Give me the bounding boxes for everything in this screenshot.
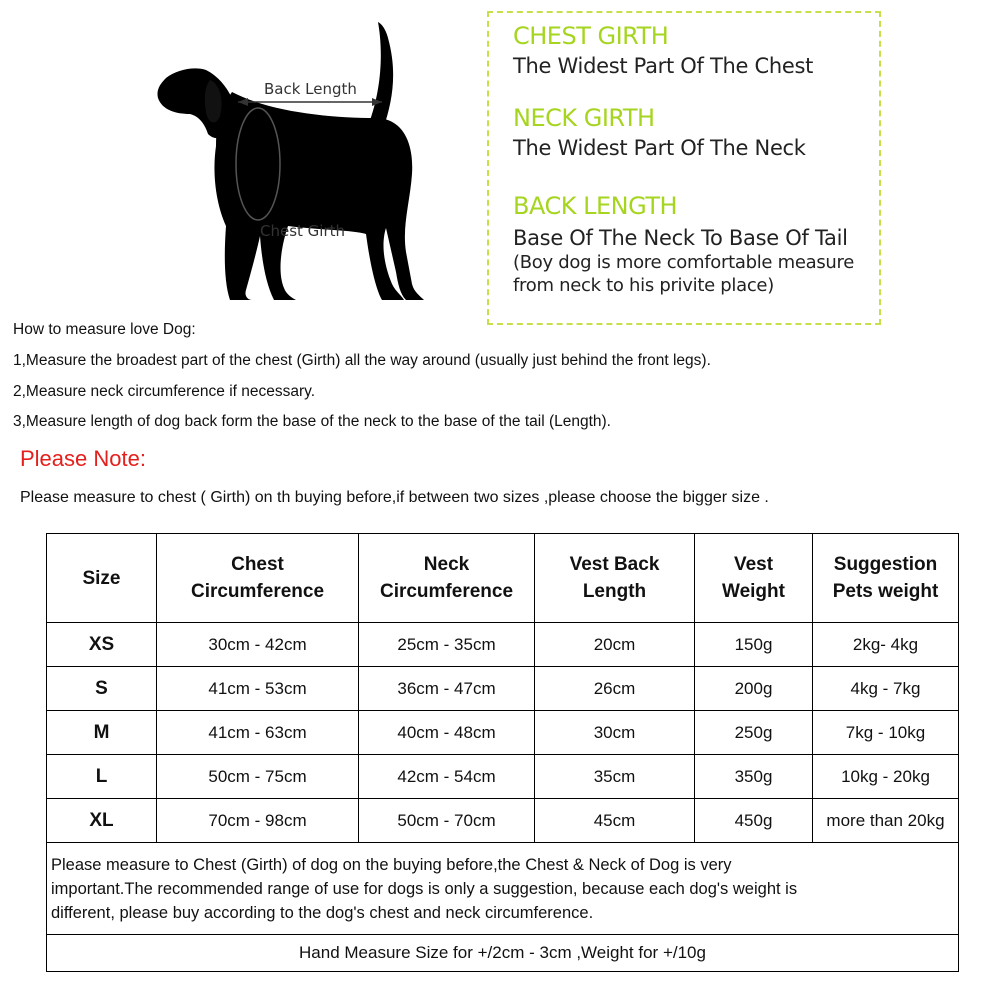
table-note-line-3: different, please buy according to the dog's chest and neck circumference.: [51, 903, 594, 922]
cell-chest: 30cm - 42cm: [157, 623, 359, 667]
chest-girth-desc: The Widest Part Of The Chest: [513, 54, 814, 78]
cell-neck: 40cm - 48cm: [359, 711, 535, 755]
table-row: [47, 799, 959, 843]
header-vest-weight: Vest Weight: [695, 534, 813, 623]
table-footer: Hand Measure Size for +/2cm - 3cm ,Weight for +/10g: [47, 935, 959, 972]
header-back-length: Vest Back Length: [535, 534, 695, 623]
cell-size: M: [47, 711, 157, 755]
table-note: [47, 843, 959, 935]
table-note-line-1: Please measure to Chest (Girth) of dog on the buying before,the Chest & Neck of Dog is very: [51, 855, 732, 874]
cell-neck: 25cm - 35cm: [359, 623, 535, 667]
back-length-desc: Base Of The Neck To Base Of Tail: [513, 226, 848, 250]
chest-girth-title: CHEST GIRTH: [513, 22, 669, 50]
note-title: Please Note:: [20, 446, 146, 471]
back-length-note-2: from neck to his privite place): [513, 275, 774, 296]
cell-neck: 42cm - 54cm: [359, 755, 535, 799]
chest-girth-label: Chest Girth: [260, 222, 346, 240]
cell-pets-weight: 7kg - 10kg: [813, 711, 959, 755]
back-length-label: Back Length: [264, 80, 357, 98]
cell-back-length: 20cm: [535, 623, 695, 667]
cell-chest: 41cm - 53cm: [157, 667, 359, 711]
cell-pets-weight: 10kg - 20kg: [813, 755, 959, 799]
header-neck: Neck Circumference: [359, 534, 535, 623]
header-chest: Chest Circumference: [157, 534, 359, 623]
neck-girth-title: NECK GIRTH: [513, 104, 655, 132]
cell-back-length: 26cm: [535, 667, 695, 711]
size-table: [46, 533, 959, 972]
table-row: [47, 667, 959, 711]
table-header-row: [47, 534, 959, 623]
cell-back-length: 30cm: [535, 711, 695, 755]
cell-vest-weight: 200g: [695, 667, 813, 711]
back-length-title: BACK LENGTH: [513, 192, 678, 220]
instructions-heading: How to measure love Dog:: [13, 321, 196, 338]
table-note-row: [47, 843, 959, 935]
instruction-step-3: 3,Measure length of dog back form the base of the neck to the base of the tail (Length).: [13, 413, 611, 430]
note-text: Please measure to chest ( Girth) on th buying before,if between two sizes ,please choose the bigger size .: [20, 489, 769, 506]
cell-back-length: 45cm: [535, 799, 695, 843]
back-length-note-1: (Boy dog is more comfortable measure: [513, 252, 855, 273]
measurement-legend: [487, 11, 881, 325]
cell-back-length: 35cm: [535, 755, 695, 799]
table-footer-row: [47, 935, 959, 972]
table-row: [47, 755, 959, 799]
cell-chest: 70cm - 98cm: [157, 799, 359, 843]
cell-neck: 36cm - 47cm: [359, 667, 535, 711]
cell-pets-weight: more than 20kg: [813, 799, 959, 843]
instruction-step-2: 2,Measure neck circumference if necessary.: [13, 383, 316, 400]
cell-size: S: [47, 667, 157, 711]
table-row: [47, 711, 959, 755]
dog-silhouette-icon: [120, 14, 480, 314]
cell-vest-weight: 350g: [695, 755, 813, 799]
neck-girth-desc: The Widest Part Of The Neck: [513, 136, 806, 160]
cell-vest-weight: 150g: [695, 623, 813, 667]
instruction-step-1: 1,Measure the broadest part of the chest (Girth) all the way around (usually just behind the front legs).: [13, 352, 711, 369]
cell-size: XL: [47, 799, 157, 843]
cell-chest: 41cm - 63cm: [157, 711, 359, 755]
cell-pets-weight: 4kg - 7kg: [813, 667, 959, 711]
table-row: [47, 623, 959, 667]
table-note-line-2: important.The recommended range of use for dogs is only a suggestion, because each dog's weight is: [51, 879, 798, 898]
cell-chest: 50cm - 75cm: [157, 755, 359, 799]
cell-pets-weight: 2kg- 4kg: [813, 623, 959, 667]
cell-vest-weight: 450g: [695, 799, 813, 843]
dog-illustration: [120, 14, 480, 314]
header-pets-weight: Suggestion Pets weight: [813, 534, 959, 623]
cell-size: XS: [47, 623, 157, 667]
cell-size: L: [47, 755, 157, 799]
header-size: Size: [47, 534, 157, 623]
cell-vest-weight: 250g: [695, 711, 813, 755]
cell-neck: 50cm - 70cm: [359, 799, 535, 843]
